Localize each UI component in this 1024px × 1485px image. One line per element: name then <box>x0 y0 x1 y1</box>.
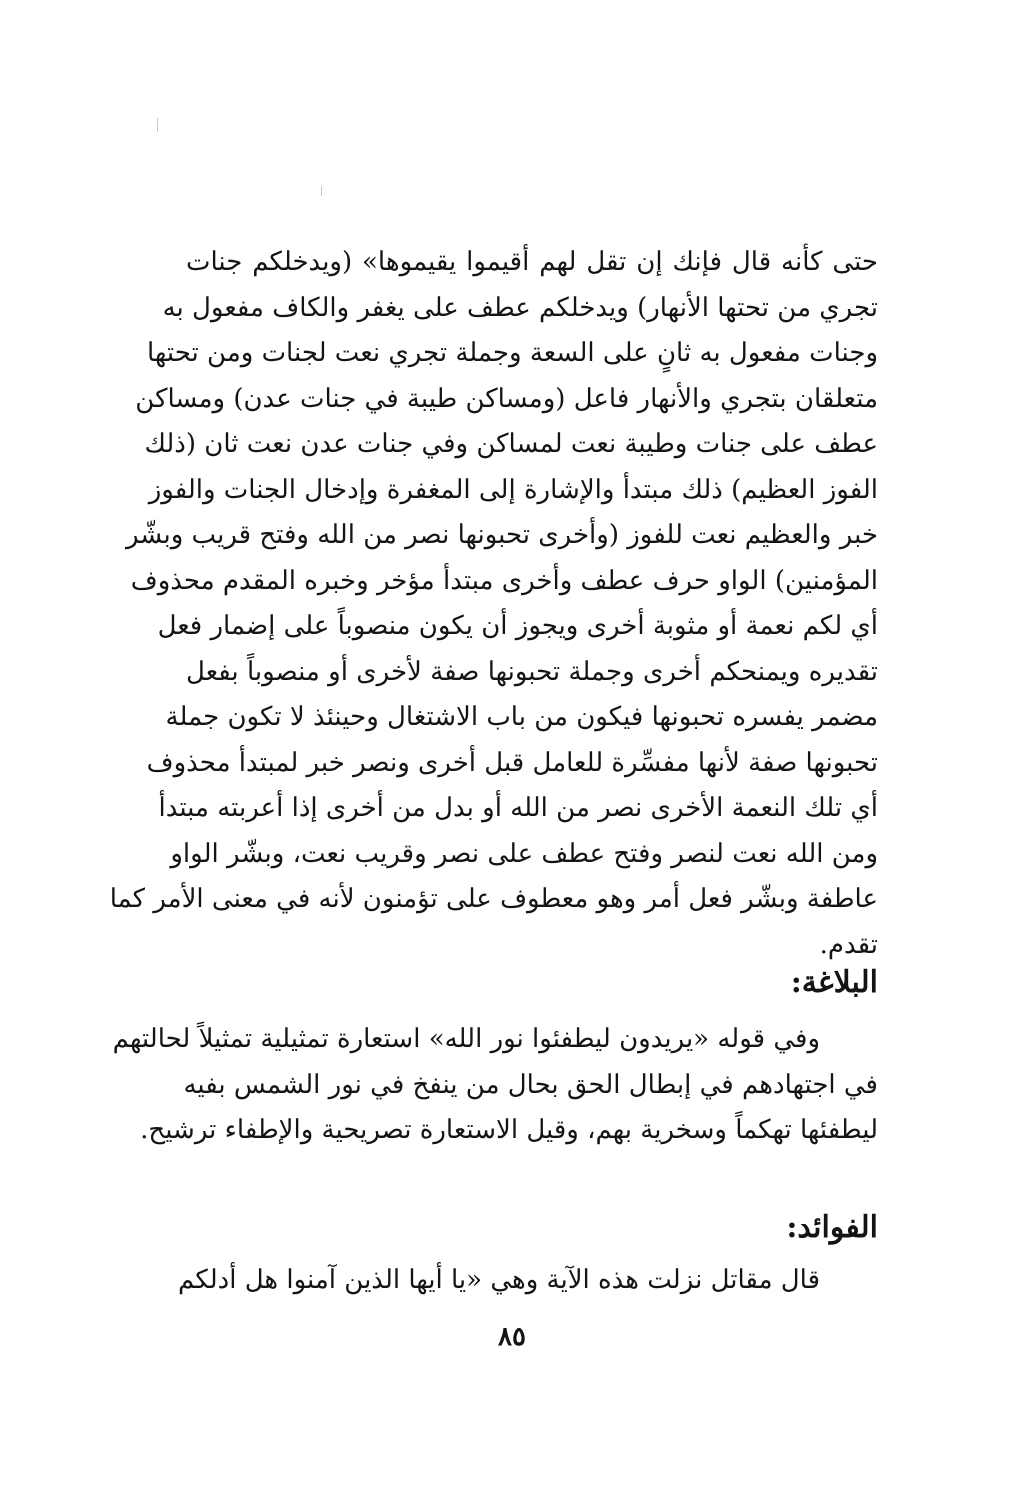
text-line: قال مقاتل نزلت هذه الآية وهي «يا أيها الذين آمنوا هل أدلكم <box>178 1265 820 1295</box>
text-line: أي تلك النعمة الأخرى نصر من الله أو بدل من أخرى إذا أعربته مبتدأ <box>158 793 878 823</box>
main-paragraph <box>109 240 878 968</box>
text-line: الفوز العظيم) ذلك مبتدأ والإشارة إلى المغفرة وإدخال الجنات والفوز <box>148 474 878 505</box>
text-line: حتى كأنه قال فإنك إن تقل لهم أقيموا يقيموها» (ويدخلكم جنات <box>186 247 878 277</box>
fawaid-heading: الفوائد: <box>786 1210 878 1245</box>
text-line: عطف على جنات وطيبة نعت لمساكن وفي جنات عدن نعت ثان (ذلك <box>144 429 878 459</box>
scan-speck <box>321 186 322 196</box>
text-line: تقدم. <box>819 929 878 960</box>
balagha-heading: البلاغة: <box>790 965 878 1000</box>
balagha-paragraph <box>112 1017 878 1154</box>
fawaid-paragraph <box>178 1258 878 1304</box>
text-line: في اجتهادهم في إبطال الحق بحال من ينفخ في نور الشمس بفيه <box>183 1069 878 1100</box>
text-line: المؤمنين) الواو حرف عطف وأخرى مبتدأ مؤخر وخبره المقدم محذوف <box>130 565 878 596</box>
text-line: متعلقان بتجري والأنهار فاعل (ومساكن طيبة في جنات عدن) ومساكن <box>135 383 878 414</box>
text-line: عاطفة وبشّر فعل أمر وهو معطوف على تؤمنون لأنه في معنى الأمر كما <box>109 884 878 914</box>
text-line: وجنات مفعول به ثانٍ على السعة وجملة تجري نعت لجنات ومن تحتها <box>147 338 878 368</box>
text-line: أي لكم نعمة أو مثوبة أخرى ويجوز أن يكون منصوباً على إضمار فعل <box>157 611 878 641</box>
text-line: ومن الله نعت لنصر وفتح عطف على نصر وقريب نعت، وبشّر الواو <box>170 838 878 869</box>
text-line: تحبونها صفة لأنها مفسِّرة للعامل قبل أخرى ونصر خبر لمبتدأ محذوف <box>146 747 878 778</box>
scan-speck <box>157 118 158 132</box>
text-line: تجري من تحتها الأنهار) ويدخلكم عطف على يغفر والكاف مفعول به <box>162 292 878 323</box>
text-line: خبر والعظيم نعت للفوز (وأخرى تحبونها نصر من الله وفتح قريب وبشّر <box>125 520 878 550</box>
text-line: مضمر يفسره تحبونها فيكون من باب الاشتغال وحينئذ لا تكون جملة <box>165 702 878 732</box>
text-line: ليطفئها تهكماً وسخرية بهم، وقيل الاستعارة تصريحية والإطفاء ترشيح. <box>140 1115 878 1145</box>
text-line: وفي قوله «يريدون ليطفئوا نور الله» استعارة تمثيلية تمثيلاً لحالتهم <box>112 1024 820 1054</box>
text-line: تقديره ويمنحكم أخرى وجملة تحبونها صفة لأخرى أو منصوباً بفعل <box>186 656 878 687</box>
page-number: ٨٥ <box>498 1322 526 1352</box>
